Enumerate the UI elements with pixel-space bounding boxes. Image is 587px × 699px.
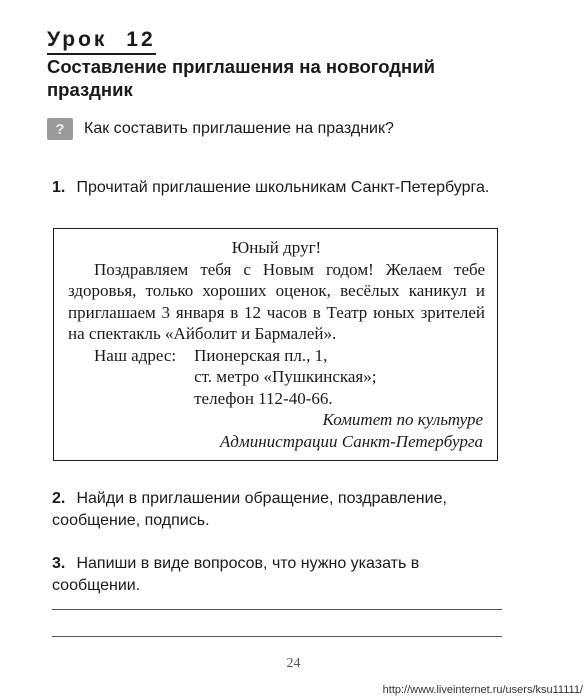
- page-title: Составление приглашения на новогодний праздник: [47, 56, 435, 100]
- invitation-box: [53, 228, 498, 461]
- invitation-signature: [68, 409, 485, 452]
- answer-line[interactable]: [52, 609, 502, 610]
- task-2: [52, 488, 502, 532]
- task-text: Прочитай приглашение школьникам Санкт-Петербурга.: [76, 179, 490, 196]
- task-number: 3.: [52, 555, 66, 572]
- address-label: Наш адрес:: [94, 345, 177, 365]
- watermark: http://www.liveinternet.ru/users/ksu11111/: [382, 684, 583, 696]
- signature-line: Администрации Санкт-Петербурга: [219, 431, 483, 451]
- answer-line[interactable]: [52, 636, 502, 637]
- address-line: телефон 112-40-66.: [194, 388, 333, 408]
- task-text: Напиши в виде вопросов, что нужно указать в сообщении.: [52, 555, 420, 594]
- invitation-greeting: Юный друг!: [231, 238, 322, 257]
- address-line: ст. метро «Пушкинская»;: [194, 367, 377, 386]
- task-number: 1.: [52, 179, 66, 196]
- lesson-heading: Урок 12: [47, 28, 156, 55]
- task-1: [52, 177, 502, 199]
- page-number: 24: [286, 656, 301, 671]
- task-text: Найди в приглашении обращение, поздравление, сообщение, подпись.: [52, 490, 447, 529]
- task-number: 2.: [52, 490, 66, 507]
- address-line: Пионерская пл., 1,: [194, 345, 328, 365]
- invitation-address: [68, 345, 485, 410]
- question-text: Как составить приглашение на праздник?: [84, 120, 394, 137]
- question-block-icon: ?: [47, 118, 73, 140]
- task-3: [52, 553, 502, 597]
- signature-line: Комитет по культуре: [322, 410, 483, 429]
- invitation-body: Поздравляем тебя с Новым годом! Желаем тебе здоровья, только хороших оценок, весёлых каникул и приглашаем 3 января в 12 часов в Театр юных зрителей на спектакль «Айболит и Бармалей».: [68, 259, 485, 343]
- key-question: [47, 118, 394, 140]
